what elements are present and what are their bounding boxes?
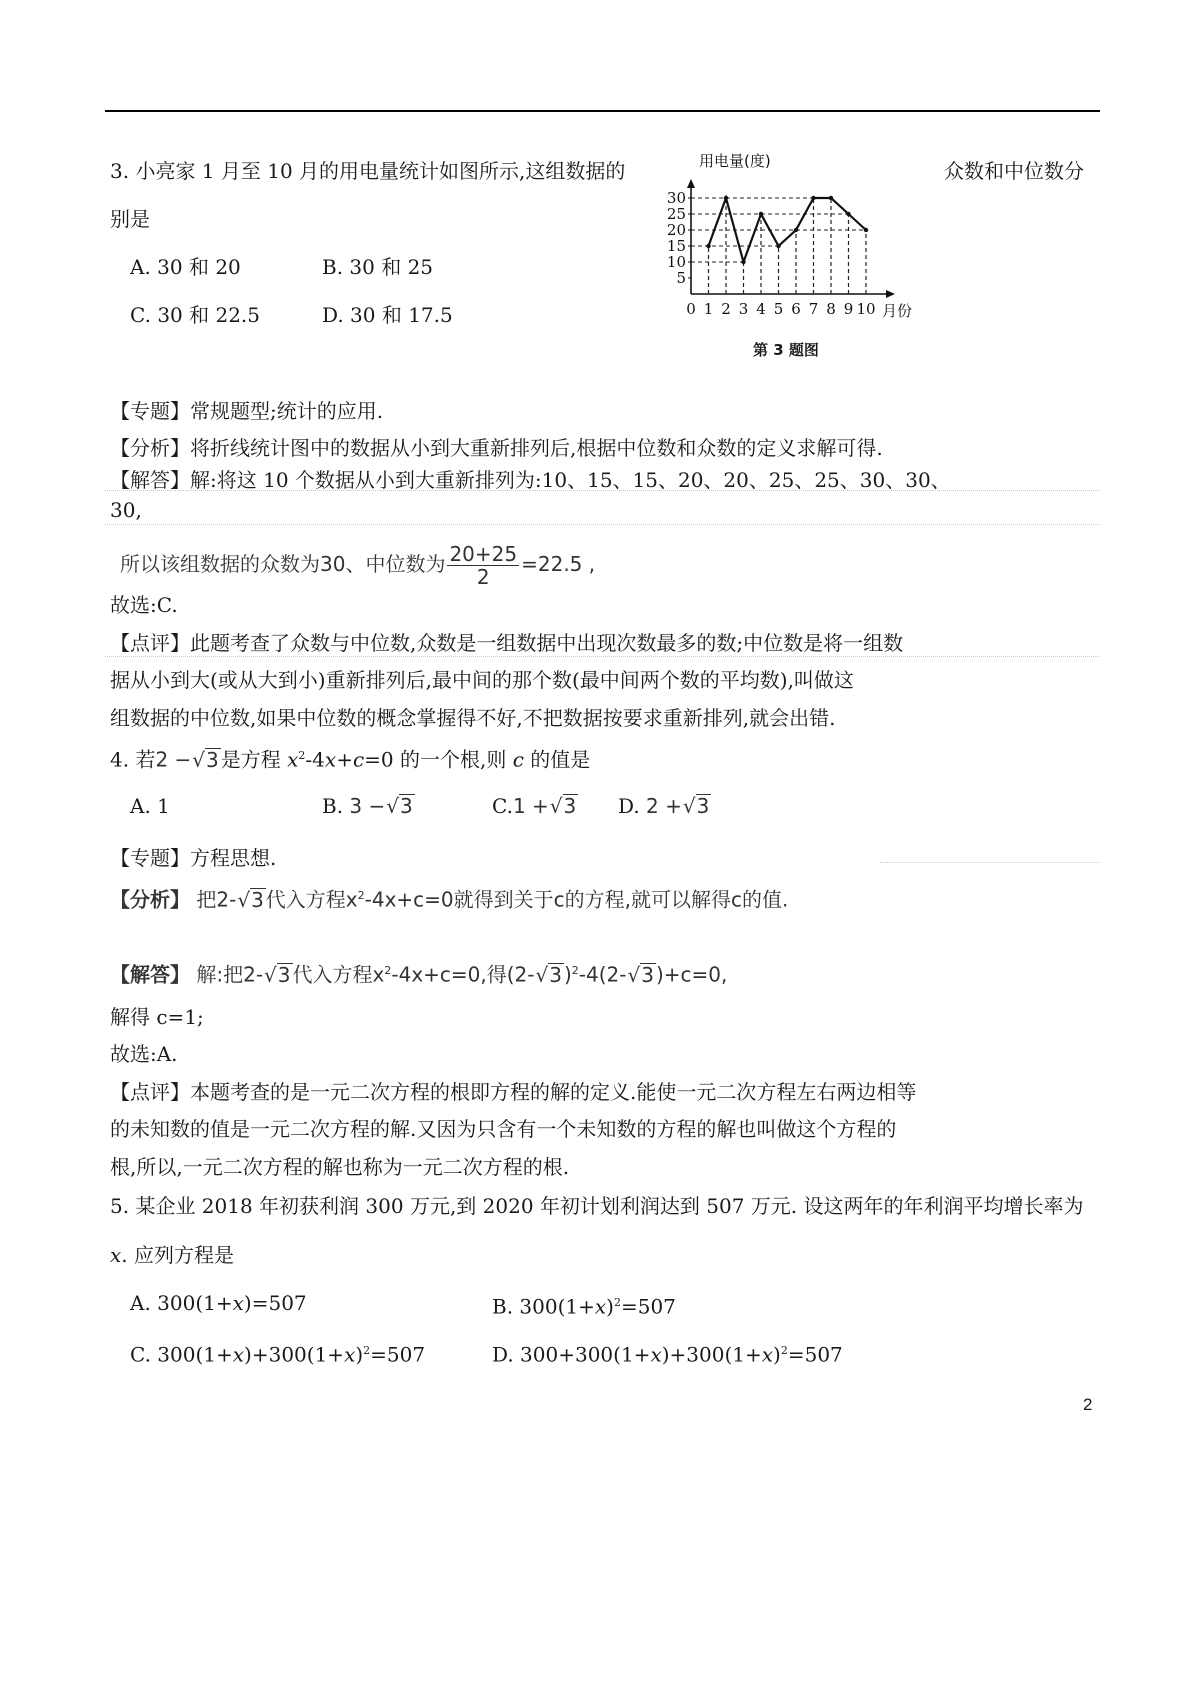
- q4-comment-line3: 根,所以,一元二次方程的解也称为一元二次方程的根.: [110, 1155, 570, 1179]
- q4-option-a: A. 1: [130, 794, 170, 818]
- q5-option-b-2: ): [606, 1294, 614, 1319]
- q5-stem-line2-text: . 应列方程是: [121, 1243, 234, 1267]
- q5-option-b-x: x: [594, 1294, 607, 1319]
- q4-option-d-label: D.: [618, 794, 640, 818]
- q4-topic: 【专题】方程思想.: [110, 846, 277, 870]
- y-axis-label: 用电量(度): [699, 152, 771, 170]
- q5-option-b-sup: 2: [613, 1296, 621, 1309]
- figure-caption: 第 3 题图: [753, 341, 819, 359]
- x-tick-label: 6: [791, 300, 801, 318]
- q4-option-d-radicand: 3: [696, 794, 710, 818]
- q5-option-c-1: C. 300(1+: [130, 1342, 233, 1367]
- x-axis-label: 月份: [882, 302, 913, 320]
- q5-stem-var: x: [110, 1243, 122, 1267]
- x-tick-label: 2: [721, 300, 731, 318]
- q4-sol-c: -4x+c=0,得(2-: [391, 962, 535, 987]
- electricity-line-chart: [655, 150, 925, 330]
- dotted-separator: [105, 524, 1100, 525]
- q5-option-c-x2: x: [344, 1342, 356, 1367]
- q4-option-b: [322, 793, 415, 819]
- q4-sol-b: 代入方程x: [292, 962, 385, 987]
- radical-icon: √: [535, 962, 549, 987]
- q3-option-a-label: A.: [130, 255, 151, 279]
- q3-option-c: [130, 302, 260, 328]
- radical-icon: √: [264, 962, 277, 987]
- q5-option-c-3: ): [355, 1342, 364, 1367]
- q5-option-b-3: =507: [620, 1294, 676, 1319]
- q4-analysis-a: 把2-: [196, 887, 237, 912]
- x-tick-label: 7: [808, 300, 819, 318]
- solution-equation-prefix: 所以该组数据的众数为30、中位数为: [120, 552, 446, 576]
- q4-sol-d: ): [563, 962, 572, 987]
- q4-sol-f: )+c=0,: [655, 962, 728, 987]
- q3-choice: 故选:C.: [110, 593, 178, 617]
- fraction-denominator: 2: [476, 565, 490, 589]
- q4-comment-line2: 的未知数的值是一元二次方程的解.又因为只含有一个未知数的方程的解也叫做这个方程的: [110, 1117, 897, 1141]
- q4-sol-sup: 2: [384, 964, 392, 977]
- q3-comment-line1: 【点评】此题考查了众数与中位数,众数是一组数据中出现次数最多的数;中位数是将一组数: [110, 631, 904, 655]
- q3-topic: 【专题】常规题型;统计的应用.: [110, 399, 384, 423]
- median-fraction: [447, 543, 519, 588]
- q4-root-lead: 2 −: [155, 747, 192, 772]
- q4-eq-x: x: [287, 747, 299, 772]
- q4-sol-radicand-3: 3: [641, 962, 654, 987]
- q3-option-a-text: 30 和 20: [157, 255, 241, 279]
- q4-c-var: c: [512, 747, 524, 772]
- q5-option-d: [492, 1338, 843, 1368]
- q5-option-d-x2: x: [761, 1342, 774, 1367]
- q4-eq-c: c: [352, 747, 365, 772]
- x-tick-label: 4: [756, 300, 766, 318]
- q4-analysis-label: 【分析】: [110, 887, 190, 912]
- data-point: [759, 212, 763, 216]
- q5-option-c-2: )+300(1+: [244, 1342, 345, 1367]
- q4-root-radicand: 3: [206, 747, 219, 772]
- q3-solution-line1: 【解答】解:将这 10 个数据从小到大重新排列为:10、15、15、20、20、25、25、30、30、: [110, 468, 951, 492]
- radical-icon: √: [682, 794, 696, 818]
- data-point: [846, 212, 850, 216]
- q5-option-b-1: B. 300(1+: [492, 1294, 595, 1319]
- data-point: [794, 228, 798, 232]
- x-tick-label: 9: [843, 300, 854, 318]
- y-tick-label: 15: [666, 237, 686, 255]
- q3-solution-equation: [120, 540, 595, 588]
- q4-eq-sup: 2: [298, 749, 306, 762]
- q4-choice: 故选:A.: [110, 1042, 178, 1066]
- q5-option-c-4: =507: [370, 1342, 426, 1367]
- q3-comment-line2: 据从小到大(或从大到小)重新排列后,最中间的那个数(最中间两个数的平均数),叫做这: [110, 668, 854, 692]
- radical-icon: √: [549, 794, 563, 818]
- q4-option-c-lead: 1 +: [512, 794, 549, 818]
- series-line: [709, 198, 867, 262]
- y-tick-label: 20: [666, 221, 686, 239]
- q4-solved: 解得 c=1;: [110, 1005, 204, 1029]
- q4-eq-tail: =0 的一个根,则: [364, 747, 507, 772]
- q3-option-c-label: C.: [130, 303, 151, 327]
- q4-option-b-radicand: 3: [400, 794, 413, 818]
- q3-option-b-label: B.: [322, 255, 344, 279]
- data-point: [706, 244, 710, 248]
- q3-option-b-text: 30 和 25: [349, 255, 434, 279]
- q5-stem-line1: 5. 某企业 2018 年初获利润 300 万元,到 2020 年初计划利润达到 507 万元. 设这两年的年利润平均增长率为: [110, 1194, 1084, 1218]
- q3-stem-part2: 众数和中位数分: [944, 159, 1084, 183]
- q3-option-d: [322, 302, 453, 328]
- q3-option-b: [322, 254, 433, 280]
- data-point: [741, 260, 745, 264]
- q5-option-c-sup: 2: [363, 1344, 371, 1357]
- q4-sol-radicand-2: 3: [549, 962, 562, 987]
- radical-icon: √: [192, 747, 206, 772]
- q3-comment-line3: 组数据的中位数,如果中位数的概念掌握得不好,不把数据按要求重新排列,就会出错.: [110, 706, 836, 730]
- q5-option-b: [492, 1290, 676, 1320]
- q5-option-a: [130, 1290, 307, 1316]
- radical-icon: √: [386, 794, 400, 818]
- q4-analysis: [110, 883, 788, 913]
- q5-option-d-2: )+300(1+: [661, 1342, 762, 1367]
- x-tick-label: 3: [738, 300, 749, 318]
- y-tick-label: 10: [666, 253, 686, 271]
- q3-option-d-label: D.: [322, 303, 344, 327]
- q5-option-d-3: ): [773, 1342, 781, 1367]
- y-tick-label: 5: [676, 269, 686, 287]
- q5-option-c: [130, 1338, 425, 1368]
- y-tick-label: 30: [666, 189, 686, 207]
- data-point: [864, 228, 868, 232]
- q3-option-c-text: 30 和 22.5: [157, 303, 261, 327]
- x-tick-label: 10: [856, 300, 876, 318]
- q4-analysis-radicand: 3: [251, 887, 264, 912]
- q3-option-a: [130, 254, 241, 280]
- data-point: [724, 196, 728, 200]
- data-point: [829, 196, 833, 200]
- q5-option-a-x: x: [232, 1291, 244, 1315]
- q3-analysis: 【分析】将折线统计图中的数据从小到大重新排列后,根据中位数和众数的定义求解可得.: [110, 436, 883, 460]
- q3-stem-part1: 3. 小亮家 1 月至 10 月的用电量统计如图所示,这组数据的: [110, 159, 626, 183]
- q4-analysis-b: 代入方程x: [265, 887, 358, 912]
- q4-eq-x2: x: [324, 747, 337, 772]
- q4-option-b-label: B.: [322, 794, 344, 818]
- q4-analysis-sup: 2: [357, 889, 365, 902]
- data-point: [776, 244, 780, 248]
- q5-option-a-1: A. 300(1+: [130, 1291, 233, 1315]
- q4-option-b-lead: 3 −: [349, 794, 386, 818]
- q4-option-c-radicand: 3: [563, 794, 577, 818]
- q4-stem-end: 的值是: [530, 747, 591, 772]
- q3-solution-line2: 30,: [110, 498, 142, 522]
- page-number: 2: [1083, 1395, 1093, 1414]
- q5-option-d-sup: 2: [780, 1344, 788, 1357]
- q4-stem: [110, 743, 590, 773]
- q3-stem-part3: 别是: [110, 207, 150, 231]
- radical-icon: √: [237, 887, 251, 912]
- dotted-separator: [105, 656, 1100, 657]
- fraction-numerator: 20+25: [449, 542, 518, 566]
- q5-stem-line2: [110, 1242, 234, 1268]
- q4-stem-prefix: 4. 若: [110, 747, 156, 772]
- x-tick-label: 0: [686, 300, 696, 318]
- x-axis-arrow-icon: [886, 290, 895, 298]
- q4-option-c: [492, 793, 578, 819]
- q4-sol-e: -4(2-: [578, 962, 627, 987]
- dotted-separator: [105, 490, 1100, 491]
- solution-equation-suffix: =22.5 ,: [521, 552, 596, 576]
- q3-option-d-text: 30 和 17.5: [350, 303, 453, 327]
- dotted-separator: [880, 862, 1100, 863]
- y-tick-label: 25: [666, 205, 686, 223]
- q5-option-a-2: )=507: [243, 1291, 307, 1315]
- q5-option-d-4: =507: [787, 1342, 843, 1367]
- q5-option-d-1: D. 300+300(1+: [492, 1342, 651, 1367]
- x-tick-label: 8: [826, 300, 836, 318]
- q4-eq-rest: -4: [305, 747, 325, 772]
- q4-sol-a: 解:把2-: [196, 962, 264, 987]
- q4-option-d-lead: 2 +: [646, 794, 682, 818]
- q5-option-d-x: x: [650, 1342, 662, 1367]
- x-tick-label: 1: [703, 300, 714, 318]
- data-point: [811, 196, 815, 200]
- radical-icon: √: [627, 962, 641, 987]
- q4-option-d: [618, 793, 711, 819]
- q4-comment-line1: 【点评】本题考查的是一元二次方程的根即方程的解的定义.能使一元二次方程左右两边相等: [110, 1080, 917, 1104]
- x-tick-label: 5: [773, 300, 784, 318]
- q4-eq-plus: +: [336, 747, 353, 772]
- q4-solution: [110, 958, 727, 988]
- q4-analysis-c: -4x+c=0就得到关于c的方程,就可以解得c的值.: [364, 887, 789, 912]
- q5-option-c-x: x: [232, 1342, 245, 1367]
- q4-solution-label: 【解答】: [110, 962, 190, 987]
- q4-sol-sup2: 2: [571, 964, 579, 977]
- q4-option-c-label: C.: [492, 794, 513, 818]
- header-rule: [105, 110, 1100, 112]
- q4-stem-mid: 是方程: [220, 747, 281, 772]
- q4-sol-radicand: 3: [277, 962, 291, 987]
- y-axis-arrow-icon: [687, 179, 695, 188]
